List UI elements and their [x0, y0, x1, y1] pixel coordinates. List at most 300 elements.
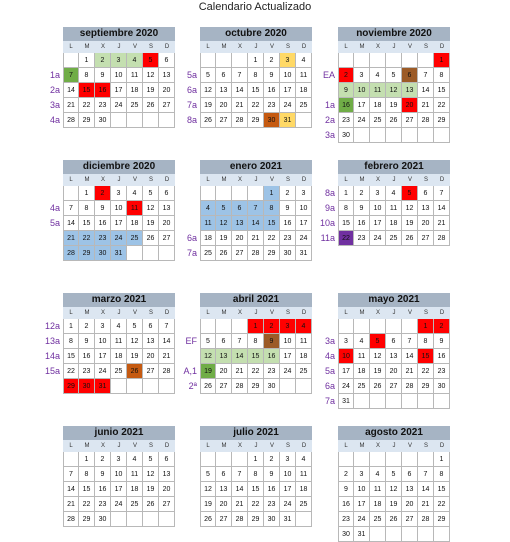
day-cell: 21: [434, 216, 450, 231]
day-cell: 15: [79, 216, 95, 231]
week-label: 3a: [324, 336, 335, 346]
empty-cell: [232, 452, 248, 467]
day-header: V: [402, 440, 418, 452]
week-label: 12a: [44, 321, 60, 331]
day-cell: 7: [402, 334, 418, 349]
day-cell: 19: [386, 497, 402, 512]
month-title: julio 2021: [200, 426, 312, 440]
week-label: 8a: [186, 115, 197, 125]
day-header: J: [386, 41, 402, 53]
day-cell: 29: [63, 379, 79, 394]
day-cell: 21: [418, 497, 434, 512]
day-cell: 5: [200, 334, 216, 349]
day-cell: 6: [159, 53, 175, 68]
day-header: L: [63, 174, 79, 186]
empty-cell: [216, 186, 232, 201]
month-2: [338, 27, 450, 143]
day-cell: 17: [354, 497, 370, 512]
day-cell: 13: [159, 201, 175, 216]
month-grid: [338, 174, 450, 246]
month-4: [200, 160, 312, 261]
day-cell: 28: [63, 512, 79, 527]
week-label: 1a: [49, 70, 60, 80]
day-cell: 7: [232, 68, 248, 83]
day-cell: 1: [434, 452, 450, 467]
empty-cell: [200, 186, 216, 201]
day-cell: 12: [143, 467, 159, 482]
week-label: 2a: [324, 115, 335, 125]
day-header: S: [143, 174, 159, 186]
empty-cell: [402, 53, 418, 68]
day-cell: 21: [418, 98, 434, 113]
day-cell: 2: [264, 319, 280, 334]
day-cell: 1: [79, 452, 95, 467]
empty-cell: [248, 186, 264, 201]
day-cell: 13: [418, 201, 434, 216]
day-cell: 10: [111, 201, 127, 216]
day-cell: 16: [280, 216, 296, 231]
day-cell: 9: [434, 334, 450, 349]
day-cell: 9: [79, 334, 95, 349]
day-header: X: [232, 41, 248, 53]
empty-cell: [200, 53, 216, 68]
day-cell: 6: [216, 467, 232, 482]
day-cell: 8: [418, 334, 434, 349]
day-cell: 26: [370, 379, 386, 394]
empty-cell: [296, 512, 312, 527]
day-cell: 8: [63, 334, 79, 349]
day-cell: 8: [248, 467, 264, 482]
day-cell: 31: [296, 246, 312, 261]
day-cell: 3: [111, 186, 127, 201]
day-cell: 21: [232, 497, 248, 512]
day-cell: 9: [264, 68, 280, 83]
day-cell: 28: [418, 512, 434, 527]
day-cell: 19: [402, 216, 418, 231]
day-header: M: [354, 174, 370, 186]
day-cell: 25: [296, 497, 312, 512]
empty-cell: [143, 246, 159, 261]
day-cell: 6: [143, 319, 159, 334]
day-cell: 10: [354, 482, 370, 497]
day-cell: 30: [264, 113, 280, 128]
day-cell: 29: [434, 512, 450, 527]
empty-cell: [111, 113, 127, 128]
day-cell: 10: [111, 68, 127, 83]
day-cell: 26: [143, 98, 159, 113]
day-cell: 8: [79, 467, 95, 482]
empty-cell: [111, 512, 127, 527]
day-cell: 26: [402, 231, 418, 246]
day-cell: 3: [354, 68, 370, 83]
day-cell: 28: [232, 512, 248, 527]
empty-cell: [63, 186, 79, 201]
day-header: S: [280, 41, 296, 53]
day-header: D: [434, 440, 450, 452]
month-grid: [200, 41, 312, 128]
day-cell: 24: [280, 497, 296, 512]
day-cell: 5: [200, 467, 216, 482]
day-cell: 27: [159, 231, 175, 246]
month-title: agosto 2021: [338, 426, 450, 440]
day-header: X: [95, 307, 111, 319]
month-11: [338, 426, 450, 542]
day-cell: 10: [338, 349, 354, 364]
week-label: 10a: [319, 218, 335, 228]
empty-cell: [386, 527, 402, 542]
day-cell: 1: [248, 319, 264, 334]
empty-cell: [386, 53, 402, 68]
day-cell: 11: [127, 68, 143, 83]
day-cell: 4: [386, 186, 402, 201]
day-cell: 24: [296, 231, 312, 246]
day-cell: 20: [232, 231, 248, 246]
day-cell: 27: [418, 231, 434, 246]
day-header: V: [264, 307, 280, 319]
day-cell: 12: [200, 482, 216, 497]
day-cell: 27: [216, 379, 232, 394]
day-cell: 22: [264, 231, 280, 246]
empty-cell: [370, 128, 386, 143]
day-cell: 12: [200, 83, 216, 98]
day-cell: 12: [127, 334, 143, 349]
day-cell: 28: [232, 113, 248, 128]
day-cell: 26: [200, 379, 216, 394]
day-cell: 17: [296, 216, 312, 231]
day-cell: 2: [280, 186, 296, 201]
day-cell: 16: [95, 216, 111, 231]
day-cell: 4: [370, 467, 386, 482]
day-cell: 1: [264, 186, 280, 201]
day-cell: 24: [280, 364, 296, 379]
day-cell: 10: [95, 334, 111, 349]
day-cell: 14: [232, 349, 248, 364]
empty-cell: [402, 128, 418, 143]
day-cell: 18: [127, 482, 143, 497]
day-cell: 18: [370, 497, 386, 512]
empty-cell: [386, 394, 402, 409]
empty-cell: [418, 527, 434, 542]
day-cell: 17: [95, 349, 111, 364]
day-cell: 10: [280, 68, 296, 83]
day-cell: 21: [63, 231, 79, 246]
day-cell: 20: [386, 364, 402, 379]
day-header: D: [296, 307, 312, 319]
day-cell: 6: [159, 186, 175, 201]
day-cell: 12: [386, 83, 402, 98]
day-cell: 2: [95, 53, 111, 68]
day-cell: 27: [402, 512, 418, 527]
day-cell: 19: [127, 349, 143, 364]
day-cell: 23: [354, 231, 370, 246]
day-cell: 14: [418, 482, 434, 497]
day-cell: 14: [232, 482, 248, 497]
month-grid: [63, 307, 175, 394]
day-header: D: [296, 174, 312, 186]
day-header: M: [216, 307, 232, 319]
day-cell: 2: [264, 452, 280, 467]
month-grid: [200, 440, 312, 527]
day-cell: 28: [232, 379, 248, 394]
day-cell: 23: [95, 497, 111, 512]
day-header: J: [248, 174, 264, 186]
day-cell: 7: [63, 68, 79, 83]
day-cell: 25: [200, 246, 216, 261]
month-0: [63, 27, 175, 128]
day-cell: 15: [418, 349, 434, 364]
day-cell: 1: [79, 53, 95, 68]
day-cell: 15: [248, 83, 264, 98]
day-cell: 27: [402, 113, 418, 128]
day-cell: 9: [354, 201, 370, 216]
week-label: 5a: [186, 70, 197, 80]
month-3: [63, 160, 175, 261]
empty-cell: [338, 319, 354, 334]
day-cell: 4: [200, 201, 216, 216]
day-cell: 4: [370, 68, 386, 83]
day-cell: 26: [127, 364, 143, 379]
day-cell: 22: [434, 497, 450, 512]
day-cell: 17: [338, 364, 354, 379]
month-10: [200, 426, 312, 527]
day-cell: 1: [434, 53, 450, 68]
day-cell: 20: [159, 216, 175, 231]
day-cell: 29: [79, 113, 95, 128]
day-cell: 25: [111, 364, 127, 379]
day-header: J: [111, 440, 127, 452]
week-label: 6a: [186, 85, 197, 95]
day-cell: 18: [370, 98, 386, 113]
empty-cell: [127, 512, 143, 527]
day-cell: 6: [216, 68, 232, 83]
month-title: enero 2021: [200, 160, 312, 174]
day-cell: 20: [418, 216, 434, 231]
day-header: M: [79, 440, 95, 452]
day-cell: 18: [354, 364, 370, 379]
day-cell: 30: [95, 113, 111, 128]
day-cell: 3: [280, 452, 296, 467]
day-header: V: [127, 174, 143, 186]
empty-cell: [354, 452, 370, 467]
day-header: S: [418, 174, 434, 186]
day-cell: 16: [95, 83, 111, 98]
day-header: D: [434, 41, 450, 53]
empty-cell: [402, 319, 418, 334]
day-cell: 5: [402, 186, 418, 201]
empty-cell: [159, 512, 175, 527]
day-cell: 13: [402, 83, 418, 98]
empty-cell: [354, 128, 370, 143]
day-cell: 12: [216, 216, 232, 231]
day-cell: 30: [338, 128, 354, 143]
day-cell: 15: [79, 83, 95, 98]
day-cell: 12: [386, 482, 402, 497]
day-cell: 18: [296, 482, 312, 497]
day-cell: 25: [370, 113, 386, 128]
day-cell: 29: [79, 246, 95, 261]
day-cell: 7: [63, 467, 79, 482]
day-cell: 17: [111, 482, 127, 497]
day-header: J: [248, 307, 264, 319]
empty-cell: [200, 452, 216, 467]
month-8: [338, 293, 450, 409]
day-cell: 25: [296, 364, 312, 379]
day-cell: 4: [127, 186, 143, 201]
day-header: J: [248, 440, 264, 452]
day-cell: 11: [354, 349, 370, 364]
day-cell: 23: [338, 512, 354, 527]
day-header: S: [418, 307, 434, 319]
day-cell: 16: [95, 482, 111, 497]
day-cell: 19: [143, 482, 159, 497]
day-cell: 7: [232, 334, 248, 349]
empty-cell: [338, 452, 354, 467]
day-header: S: [280, 307, 296, 319]
day-cell: 8: [79, 68, 95, 83]
day-header: J: [386, 440, 402, 452]
day-cell: 18: [111, 349, 127, 364]
month-title: junio 2021: [63, 426, 175, 440]
day-cell: 25: [354, 379, 370, 394]
day-cell: 16: [264, 349, 280, 364]
empty-cell: [402, 452, 418, 467]
day-cell: 18: [200, 231, 216, 246]
day-cell: 17: [280, 349, 296, 364]
day-cell: 18: [296, 83, 312, 98]
week-label: 3a: [324, 130, 335, 140]
day-cell: 2: [434, 319, 450, 334]
day-cell: 24: [111, 497, 127, 512]
week-label: A,1: [183, 366, 197, 376]
day-header: M: [216, 41, 232, 53]
day-cell: 26: [143, 497, 159, 512]
week-label: 7a: [186, 100, 197, 110]
day-cell: 25: [127, 231, 143, 246]
empty-cell: [232, 186, 248, 201]
day-cell: 6: [418, 186, 434, 201]
day-cell: 3: [296, 186, 312, 201]
day-header: L: [338, 440, 354, 452]
day-cell: 31: [95, 379, 111, 394]
day-header: L: [200, 440, 216, 452]
day-header: D: [159, 307, 175, 319]
empty-cell: [63, 452, 79, 467]
day-header: L: [338, 41, 354, 53]
day-cell: 22: [79, 98, 95, 113]
month-1: [200, 27, 312, 128]
day-cell: 17: [111, 216, 127, 231]
empty-cell: [402, 527, 418, 542]
day-cell: 11: [386, 201, 402, 216]
day-cell: 5: [370, 334, 386, 349]
day-cell: 27: [159, 98, 175, 113]
day-cell: 21: [402, 364, 418, 379]
day-cell: 8: [248, 334, 264, 349]
day-cell: 30: [95, 512, 111, 527]
day-cell: 24: [354, 113, 370, 128]
month-grid: [63, 41, 175, 128]
day-cell: 19: [143, 216, 159, 231]
day-cell: 16: [264, 83, 280, 98]
day-cell: 9: [338, 482, 354, 497]
day-header: S: [143, 41, 159, 53]
month-9: [63, 426, 175, 527]
day-cell: 16: [338, 98, 354, 113]
empty-cell: [296, 379, 312, 394]
day-cell: 29: [79, 512, 95, 527]
day-cell: 17: [370, 216, 386, 231]
empty-cell: [200, 319, 216, 334]
empty-cell: [434, 128, 450, 143]
day-header: L: [200, 307, 216, 319]
day-cell: 14: [232, 83, 248, 98]
day-cell: 10: [280, 467, 296, 482]
day-cell: 14: [159, 334, 175, 349]
day-cell: 3: [111, 53, 127, 68]
day-cell: 18: [296, 349, 312, 364]
day-header: V: [402, 41, 418, 53]
day-cell: 15: [338, 216, 354, 231]
day-cell: 23: [280, 231, 296, 246]
day-cell: 10: [354, 83, 370, 98]
day-cell: 12: [402, 201, 418, 216]
day-cell: 13: [402, 482, 418, 497]
day-cell: 6: [402, 68, 418, 83]
day-cell: 1: [338, 186, 354, 201]
week-label: 6a: [324, 381, 335, 391]
day-cell: 24: [338, 379, 354, 394]
empty-cell: [216, 319, 232, 334]
day-cell: 28: [402, 379, 418, 394]
day-cell: 6: [402, 467, 418, 482]
day-header: L: [338, 174, 354, 186]
day-cell: 9: [338, 83, 354, 98]
day-cell: 1: [79, 186, 95, 201]
empty-cell: [354, 394, 370, 409]
day-cell: 14: [63, 83, 79, 98]
day-cell: 3: [354, 467, 370, 482]
day-cell: 23: [434, 364, 450, 379]
day-cell: 11: [127, 201, 143, 216]
day-cell: 31: [354, 527, 370, 542]
month-7: [200, 293, 312, 394]
day-cell: 28: [418, 113, 434, 128]
empty-cell: [143, 512, 159, 527]
day-cell: 21: [232, 98, 248, 113]
day-header: D: [434, 174, 450, 186]
month-title: marzo 2021: [63, 293, 175, 307]
day-cell: 10: [111, 467, 127, 482]
day-cell: 11: [200, 216, 216, 231]
day-header: L: [63, 41, 79, 53]
day-header: S: [280, 440, 296, 452]
day-cell: 3: [95, 319, 111, 334]
day-cell: 14: [248, 216, 264, 231]
day-header: M: [79, 307, 95, 319]
day-cell: 19: [200, 497, 216, 512]
day-cell: 5: [127, 319, 143, 334]
day-cell: 2: [79, 319, 95, 334]
day-cell: 8: [434, 68, 450, 83]
month-title: mayo 2021: [338, 293, 450, 307]
day-header: V: [127, 307, 143, 319]
week-label: 1a: [324, 100, 335, 110]
empty-cell: [434, 527, 450, 542]
day-cell: 2: [95, 452, 111, 467]
day-cell: 16: [79, 349, 95, 364]
day-header: J: [248, 41, 264, 53]
empty-cell: [111, 379, 127, 394]
